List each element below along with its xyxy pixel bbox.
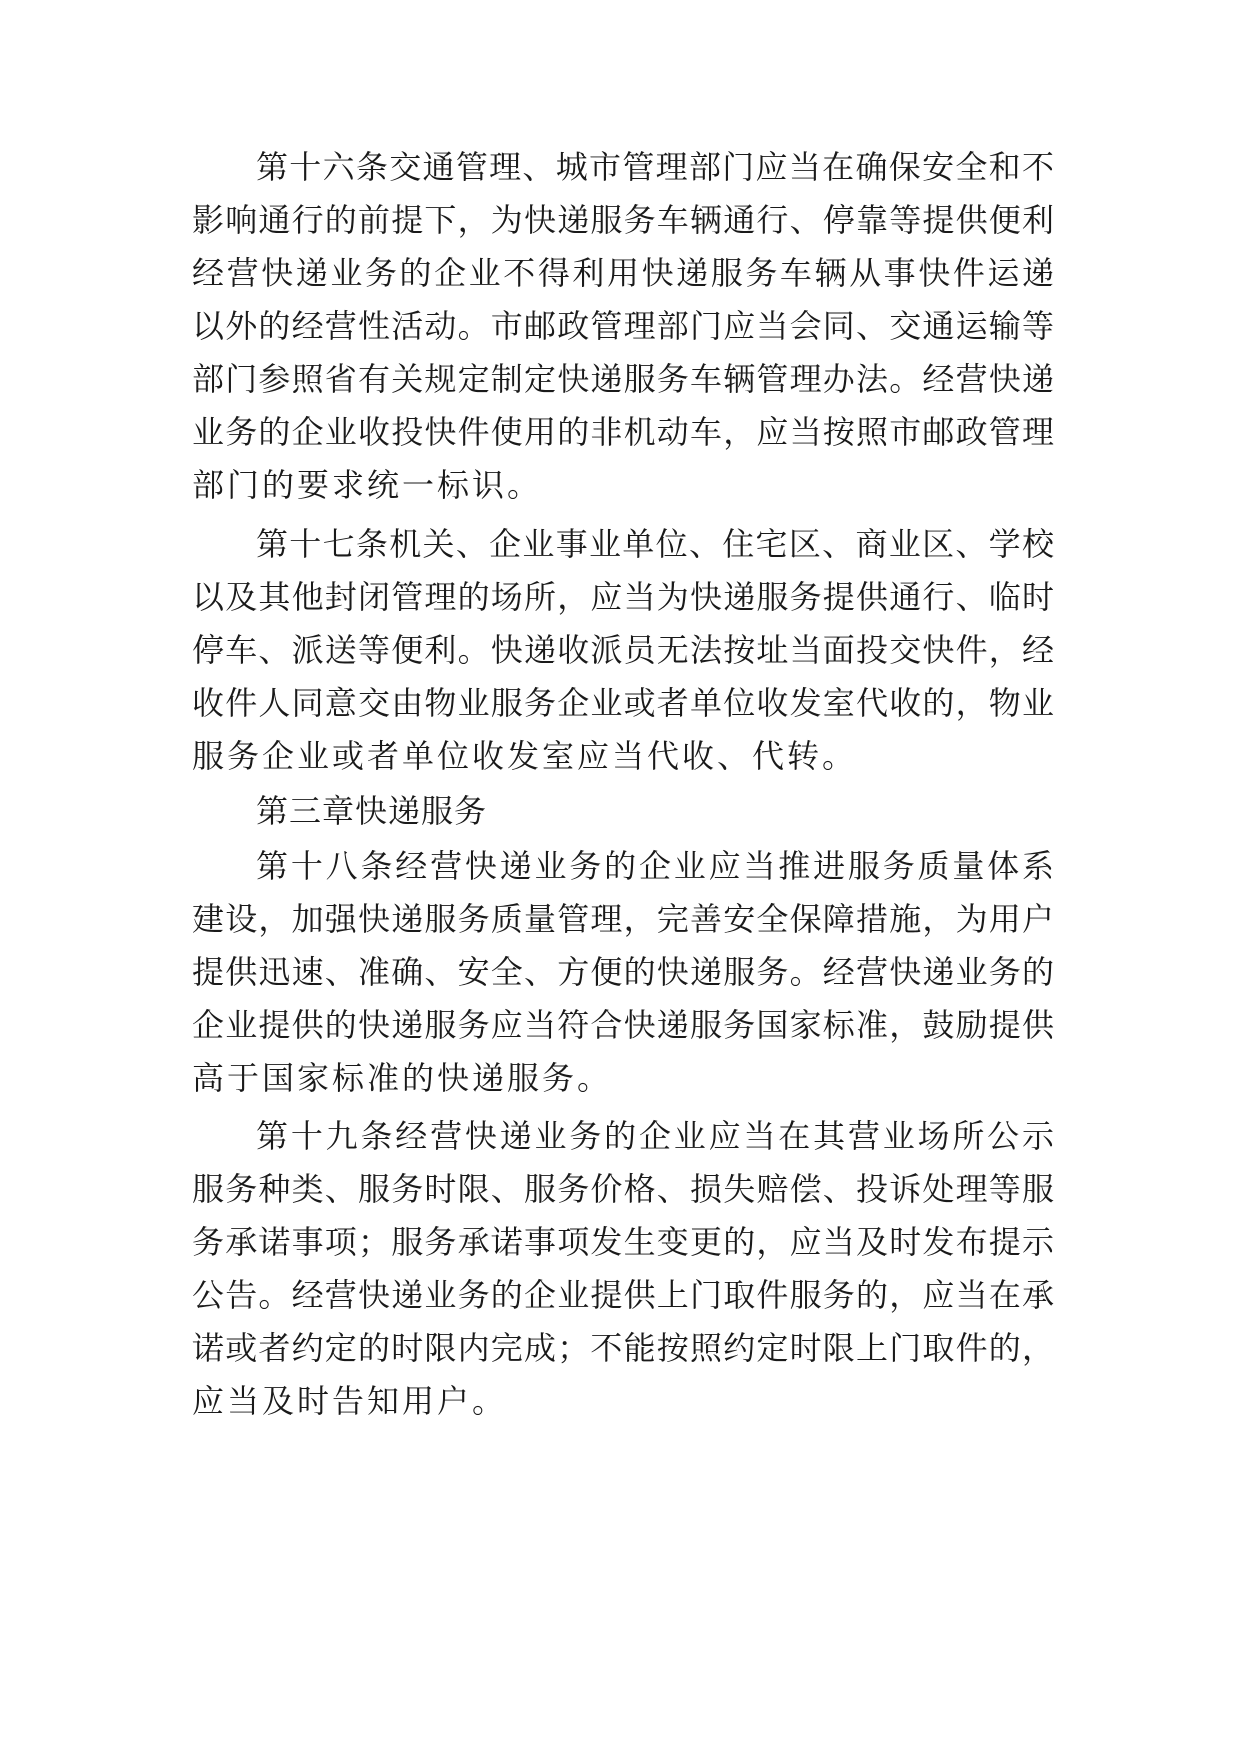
article-19-line-2: 服务种类、服务时限、服务价格、损失赔偿、投诉处理等服: [192, 1170, 1054, 1208]
article-18-line-5: 高于国家标准的快递服务。: [192, 1059, 613, 1097]
article-16-line-2: 影响通行的前提下，为快递服务车辆通行、停靠等提供便利: [192, 201, 1054, 239]
article-17-line-3: 停车、派送等便利。快递收派员无法按址当面投交快件，经: [192, 631, 1054, 669]
article-18-line-4: 企业提供的快递服务应当符合快递服务国家标准，鼓励提供: [192, 1006, 1054, 1044]
article-16-line-7: 部门的要求统一标识。: [192, 466, 543, 504]
article-16-line-4: 以外的经营性活动。市邮政管理部门应当会同、交通运输等: [192, 307, 1054, 345]
article-19-line-1: 第十九条经营快递业务的企业应当在其营业场所公示: [256, 1117, 1054, 1155]
article-17-line-4: 收件人同意交由物业服务企业或者单位收发室代收的，物业: [192, 684, 1054, 722]
article-17-line-5: 服务企业或者单位收发室应当代收、代转。: [192, 737, 858, 775]
article-19-line-4: 公告。经营快递业务的企业提供上门取件服务的，应当在承: [192, 1276, 1054, 1314]
article-18-line-2: 建设，加强快递服务质量管理，完善安全保障措施，为用户: [192, 900, 1054, 938]
article-19-line-3: 务承诺事项；服务承诺事项发生变更的，应当及时发布提示: [192, 1223, 1054, 1261]
article-16-line-6: 业务的企业收投快件使用的非机动车，应当按照市邮政管理: [192, 413, 1054, 451]
article-18-line-3: 提供迅速、准确、安全、方便的快递服务。经营快递业务的: [192, 953, 1054, 991]
article-16-line-5: 部门参照省有关规定制定快递服务车辆管理办法。经营快递: [192, 360, 1054, 398]
article-16-line-1: 第十六条交通管理、城市管理部门应当在确保安全和不: [256, 148, 1054, 186]
article-19-line-5: 诺或者约定的时限内完成；不能按照约定时限上门取件的，: [192, 1329, 1054, 1367]
article-18-line-1: 第十八条经营快递业务的企业应当推进服务质量体系: [256, 847, 1054, 885]
article-16-line-3: 经营快递业务的企业不得利用快递服务车辆从事快件运递: [192, 254, 1054, 292]
article-17-line-1: 第十七条机关、企业事业单位、住宅区、商业区、学校: [256, 525, 1054, 563]
chapter-heading: 第三章快递服务: [256, 792, 488, 830]
article-17-line-2: 以及其他封闭管理的场所，应当为快递服务提供通行、临时: [192, 578, 1054, 616]
article-19-line-6: 应当及时告知用户。: [192, 1382, 508, 1420]
